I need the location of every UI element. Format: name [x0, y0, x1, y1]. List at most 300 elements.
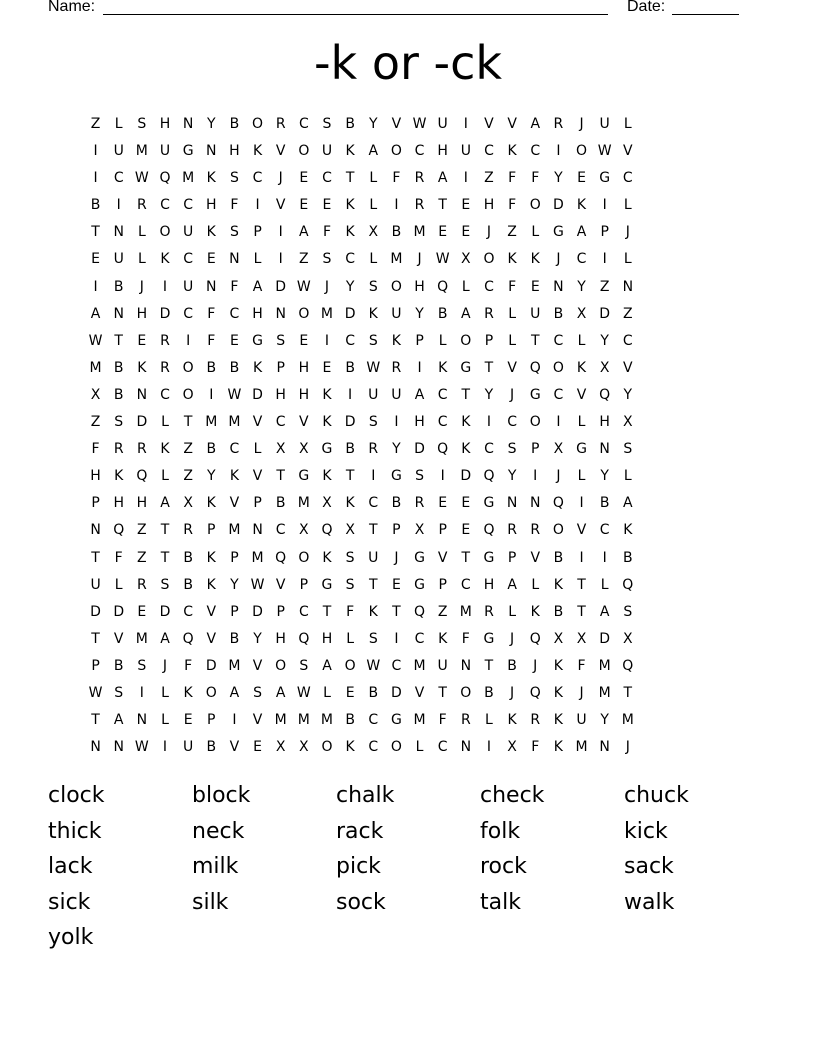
- grid-letter: S: [345, 549, 355, 566]
- grid-letter: G: [321, 576, 333, 593]
- grid-letter: X: [275, 441, 286, 458]
- grid-row: [84, 304, 732, 331]
- grid-letter: G: [483, 549, 495, 566]
- grid-letter: P: [438, 576, 447, 593]
- grid-letter: U: [183, 739, 194, 756]
- grid-letter: Q: [437, 278, 449, 295]
- grid-letter: M: [205, 414, 218, 431]
- grid-letter: G: [599, 170, 611, 187]
- grid-letter: K: [345, 224, 355, 241]
- grid-row: [84, 277, 732, 304]
- grid-letter: P: [299, 576, 309, 593]
- grid-letter: M: [89, 359, 102, 376]
- grid-letter: C: [183, 251, 194, 268]
- grid-letter: E: [577, 170, 586, 187]
- grid-letter: P: [91, 495, 100, 512]
- grid-letter: L: [137, 224, 146, 241]
- word-list-item: check: [480, 783, 545, 808]
- grid-letter: C: [183, 197, 194, 214]
- grid-letter: V: [623, 143, 633, 160]
- grid-letter: R: [136, 197, 147, 214]
- grid-letter: W: [88, 684, 103, 701]
- grid-letter: R: [136, 441, 147, 458]
- grid-letter: P: [392, 522, 401, 539]
- grid-row: [84, 439, 732, 466]
- grid-letter: D: [599, 630, 611, 647]
- word-list-item: sack: [624, 854, 674, 880]
- grid-letter: K: [322, 414, 332, 431]
- grid-letter: T: [461, 386, 471, 403]
- grid-letter: Z: [90, 116, 101, 132]
- grid-row: [84, 412, 732, 439]
- grid-letter: E: [438, 495, 448, 512]
- grid-row: [84, 466, 732, 493]
- grid-letter: Y: [600, 468, 609, 485]
- grid-letter: E: [461, 495, 471, 512]
- grid-letter: L: [346, 630, 355, 647]
- grid-letter: C: [414, 630, 425, 647]
- word-list-item: chalk: [336, 783, 395, 808]
- grid-letter: P: [207, 712, 216, 729]
- grid-letter: Q: [529, 684, 541, 701]
- grid-letter: T: [438, 684, 447, 701]
- name-label: Name:: [48, 0, 96, 15]
- grid-letter: K: [530, 251, 540, 268]
- grid-letter: I: [394, 630, 399, 647]
- grid-letter: S: [623, 603, 633, 620]
- grid-letter: T: [322, 603, 332, 620]
- grid-letter: V: [576, 522, 587, 539]
- grid-letter: X: [368, 224, 379, 241]
- grid-letter: B: [345, 359, 355, 376]
- grid-letter: G: [483, 630, 495, 647]
- grid-letter: Y: [415, 305, 424, 322]
- grid-letter: C: [113, 170, 124, 187]
- grid-letter: A: [507, 576, 517, 593]
- grid-letter: E: [91, 251, 100, 268]
- word-list-item: chuck: [624, 783, 689, 808]
- grid-letter: K: [322, 468, 332, 485]
- grid-letter: Z: [599, 278, 610, 295]
- grid-letter: V: [275, 197, 286, 214]
- grid-letter: O: [576, 143, 588, 160]
- grid-letter: T: [91, 630, 100, 647]
- grid-letter: B: [553, 305, 564, 322]
- grid-letter: A: [252, 278, 263, 295]
- grid-row: [84, 548, 732, 575]
- grid-letter: N: [530, 495, 541, 512]
- grid-letter: I: [463, 116, 468, 132]
- grid-letter: R: [414, 197, 425, 214]
- grid-letter: S: [507, 441, 517, 458]
- grid-letter: C: [553, 386, 564, 403]
- grid-letter: Y: [368, 116, 378, 132]
- grid-letter: K: [252, 143, 263, 160]
- grid-letter: F: [114, 549, 123, 566]
- grid-letter: V: [229, 739, 240, 756]
- grid-letter: V: [530, 549, 541, 566]
- grid-letter: V: [299, 414, 309, 431]
- grid-letter: C: [553, 332, 564, 349]
- grid-letter: C: [368, 495, 379, 512]
- grid-letter: V: [484, 116, 494, 132]
- grid-letter: F: [508, 170, 517, 187]
- grid-letter: N: [599, 739, 610, 756]
- grid-letter: R: [183, 522, 193, 539]
- grid-letter: M: [459, 603, 472, 620]
- grid-letter: V: [252, 712, 263, 729]
- grid-letter: Q: [483, 468, 495, 485]
- grid-letter: T: [160, 549, 170, 566]
- grid-letter: I: [579, 549, 584, 566]
- grid-letter: L: [485, 712, 493, 729]
- grid-letter: N: [206, 143, 217, 160]
- grid-letter: C: [183, 603, 194, 620]
- grid-letter: X: [299, 522, 309, 539]
- grid-letter: D: [275, 278, 287, 295]
- grid-letter: K: [345, 739, 355, 756]
- grid-letter: E: [229, 332, 239, 349]
- grid-row: [84, 602, 732, 629]
- grid-letter: H: [483, 197, 495, 214]
- grid-letter: N: [113, 305, 124, 322]
- grid-letter: Z: [299, 251, 309, 268]
- grid-letter: C: [368, 712, 379, 729]
- grid-letter: J: [417, 251, 422, 268]
- grid-letter: M: [413, 224, 426, 241]
- grid-letter: P: [438, 522, 447, 539]
- grid-letter: F: [346, 603, 355, 620]
- grid-letter: N: [252, 522, 263, 539]
- grid-letter: P: [276, 359, 285, 376]
- grid-letter: K: [322, 549, 332, 566]
- grid-letter: Y: [253, 630, 262, 647]
- grid-letter: L: [600, 576, 609, 593]
- grid-letter: G: [576, 441, 587, 458]
- grid-letter: K: [368, 603, 378, 620]
- grid-letter: W: [88, 332, 103, 349]
- grid-letter: J: [510, 386, 515, 403]
- grid-letter: I: [162, 278, 168, 295]
- grid-letter: D: [159, 305, 171, 322]
- grid-letter: M: [135, 143, 148, 160]
- grid-letter: C: [437, 414, 448, 431]
- grid-letter: H: [90, 468, 101, 485]
- grid-letter: C: [622, 332, 633, 349]
- grid-letter: N: [506, 495, 518, 512]
- grid-letter: T: [484, 359, 494, 376]
- grid-letter: P: [600, 224, 609, 241]
- grid-letter: Y: [206, 116, 216, 132]
- grid-letter: F: [322, 224, 331, 241]
- grid-letter: M: [297, 712, 310, 729]
- grid-letter: Y: [507, 468, 517, 485]
- grid-letter: Z: [183, 468, 193, 485]
- name-blank-line[interactable]: [103, 14, 608, 15]
- grid-letter: S: [137, 116, 147, 132]
- grid-row: [84, 195, 732, 222]
- grid-letter: V: [623, 359, 633, 376]
- grid-letter: C: [252, 170, 263, 187]
- grid-letter: C: [322, 170, 332, 187]
- date-blank-line[interactable]: [672, 14, 739, 15]
- grid-letter: D: [252, 386, 263, 403]
- grid-letter: W: [366, 359, 381, 376]
- grid-letter: H: [136, 495, 148, 512]
- grid-letter: O: [529, 197, 541, 214]
- grid-letter: T: [392, 603, 401, 620]
- grid-letter: T: [345, 170, 355, 187]
- grid-letter: N: [113, 739, 124, 756]
- grid-letter: C: [345, 332, 355, 349]
- grid-letter: T: [577, 603, 586, 620]
- grid-letter: X: [553, 630, 564, 647]
- grid-letter: V: [206, 630, 217, 647]
- grid-letter: T: [368, 522, 378, 539]
- grid-letter: H: [275, 386, 286, 403]
- grid-letter: J: [162, 657, 168, 674]
- grid-letter: Q: [529, 359, 541, 376]
- grid-letter: M: [228, 414, 241, 431]
- grid-letter: I: [417, 359, 422, 376]
- grid-letter: W: [134, 739, 149, 756]
- grid-letter: B: [183, 576, 193, 593]
- grid-letter: G: [252, 332, 263, 349]
- word-list-item: rock: [480, 854, 527, 880]
- word-list-item: pick: [336, 854, 381, 880]
- grid-letter: S: [137, 657, 147, 674]
- grid-letter: I: [255, 197, 260, 214]
- grid-letter: C: [484, 278, 494, 295]
- grid-letter: B: [183, 549, 193, 566]
- grid-row: [84, 520, 732, 547]
- grid-letter: T: [438, 197, 447, 214]
- grid-letter: R: [160, 359, 170, 376]
- grid-letter: Q: [159, 170, 171, 187]
- grid-row: [84, 737, 732, 764]
- grid-letter: L: [137, 251, 146, 268]
- grid-letter: O: [552, 522, 564, 539]
- grid-letter: N: [136, 712, 148, 729]
- grid-letter: S: [415, 468, 424, 485]
- grid-letter: G: [182, 143, 194, 160]
- grid-letter: X: [553, 441, 564, 458]
- grid-letter: C: [298, 603, 309, 620]
- grid-letter: L: [508, 332, 516, 349]
- grid-letter: X: [299, 739, 309, 756]
- grid-letter: D: [552, 197, 564, 214]
- grid-letter: B: [599, 495, 610, 512]
- grid-letter: E: [183, 712, 193, 729]
- grid-letter: A: [160, 495, 170, 512]
- grid-letter: Z: [137, 522, 147, 539]
- grid-letter: L: [623, 116, 632, 132]
- grid-letter: R: [530, 712, 541, 729]
- grid-letter: T: [91, 712, 100, 729]
- grid-letter: M: [297, 495, 310, 512]
- grid-letter: M: [575, 739, 588, 756]
- grid-letter: I: [602, 197, 607, 214]
- grid-letter: N: [136, 386, 148, 403]
- grid-letter: I: [394, 197, 399, 214]
- grid-letter: R: [275, 116, 286, 132]
- grid-letter: I: [602, 251, 607, 268]
- grid-letter: R: [553, 116, 564, 132]
- grid-letter: C: [368, 739, 379, 756]
- grid-letter: O: [275, 657, 287, 674]
- grid-letter: T: [114, 332, 123, 349]
- word-list-item: talk: [480, 889, 521, 915]
- grid-letter: P: [253, 224, 262, 241]
- grid-letter: Z: [437, 603, 448, 620]
- grid-letter: P: [531, 441, 540, 458]
- grid-letter: W: [597, 143, 612, 160]
- grid-letter: Q: [437, 441, 449, 458]
- grid-letter: F: [184, 657, 193, 674]
- grid-letter: U: [368, 386, 379, 403]
- grid-letter: C: [414, 143, 425, 160]
- grid-letter: F: [207, 332, 216, 349]
- grid-letter: K: [553, 684, 563, 701]
- grid-letter: K: [438, 359, 448, 376]
- grid-letter: R: [160, 332, 170, 349]
- grid-letter: C: [507, 414, 517, 431]
- grid-letter: M: [228, 522, 241, 539]
- grid-letter: B: [553, 603, 564, 620]
- grid-letter: F: [230, 278, 239, 295]
- grid-letter: G: [298, 468, 310, 485]
- grid-letter: S: [253, 684, 262, 701]
- grid-row: [84, 249, 732, 276]
- grid-letter: H: [599, 414, 610, 431]
- grid-letter: U: [183, 278, 194, 295]
- grid-letter: X: [275, 739, 286, 756]
- grid-letter: U: [113, 143, 124, 160]
- grid-letter: N: [206, 278, 217, 295]
- grid-letter: H: [206, 197, 217, 214]
- grid-letter: N: [460, 739, 472, 756]
- grid-letter: D: [344, 305, 356, 322]
- grid-letter: N: [229, 251, 240, 268]
- grid-letter: J: [510, 684, 515, 701]
- grid-row: [84, 710, 732, 737]
- grid-letter: L: [369, 170, 378, 187]
- grid-letter: P: [253, 495, 262, 512]
- grid-letter: O: [460, 332, 472, 349]
- grid-letter: V: [275, 576, 286, 593]
- grid-letter: Z: [507, 224, 517, 241]
- grid-letter: D: [90, 603, 101, 620]
- grid-letter: N: [460, 657, 472, 674]
- grid-letter: K: [576, 359, 587, 376]
- grid-letter: V: [275, 143, 286, 160]
- grid-letter: G: [483, 495, 495, 512]
- grid-letter: B: [229, 116, 240, 132]
- grid-letter: S: [114, 414, 124, 431]
- grid-letter: S: [299, 657, 309, 674]
- grid-letter: R: [414, 170, 425, 187]
- grid-letter: I: [463, 170, 468, 187]
- grid-letter: D: [205, 657, 217, 674]
- grid-letter: B: [623, 549, 633, 566]
- word-list: [48, 778, 768, 956]
- grid-letter: O: [298, 305, 310, 322]
- grid-letter: M: [621, 712, 634, 729]
- grid-letter: L: [577, 468, 586, 485]
- grid-letter: L: [531, 224, 540, 241]
- grid-letter: C: [345, 251, 355, 268]
- grid-letter: Y: [623, 386, 633, 403]
- grid-letter: O: [159, 224, 171, 241]
- grid-letter: O: [205, 684, 217, 701]
- grid-letter: V: [507, 359, 517, 376]
- grid-letter: S: [368, 630, 378, 647]
- grid-letter: J: [579, 116, 584, 132]
- grid-letter: Q: [298, 630, 310, 647]
- grid-letter: K: [206, 549, 216, 566]
- grid-letter: B: [113, 657, 124, 674]
- grid-letter: L: [577, 332, 586, 349]
- grid-letter: C: [391, 657, 402, 674]
- grid-letter: P: [276, 603, 285, 620]
- grid-letter: O: [182, 386, 194, 403]
- grid-row: [84, 493, 732, 520]
- grid-letter: D: [344, 414, 356, 431]
- grid-letter: E: [322, 197, 332, 214]
- grid-letter: I: [440, 468, 445, 485]
- grid-letter: I: [486, 414, 492, 431]
- grid-letter: I: [533, 468, 538, 485]
- grid-letter: M: [413, 712, 426, 729]
- grid-letter: B: [229, 359, 240, 376]
- grid-letter: N: [113, 224, 124, 241]
- grid-letter: J: [579, 684, 584, 701]
- grid-letter: A: [90, 305, 101, 322]
- grid-letter: L: [369, 197, 378, 214]
- grid-letter: X: [461, 251, 471, 268]
- grid-letter: P: [230, 603, 239, 620]
- grid-letter: Q: [599, 386, 611, 403]
- grid-letter: F: [207, 305, 216, 322]
- grid-letter: S: [322, 251, 332, 268]
- grid-letter: K: [576, 197, 587, 214]
- grid-letter: H: [437, 143, 448, 160]
- grid-letter: D: [113, 603, 125, 620]
- grid-letter: H: [159, 116, 171, 132]
- grid-letter: G: [390, 468, 402, 485]
- grid-letter: L: [508, 603, 516, 620]
- word-list-item: thick: [48, 818, 102, 844]
- grid-letter: K: [553, 739, 563, 756]
- grid-row: [84, 629, 732, 656]
- grid-letter: S: [345, 576, 355, 593]
- grid-letter: C: [576, 251, 587, 268]
- grid-letter: C: [229, 441, 240, 458]
- grid-letter: L: [253, 441, 262, 458]
- grid-letter: F: [230, 197, 239, 214]
- word-list-item: sick: [48, 889, 91, 915]
- grid-letter: P: [415, 332, 424, 349]
- grid-letter: K: [438, 630, 448, 647]
- grid-letter: K: [345, 197, 355, 214]
- grid-letter: A: [368, 143, 379, 160]
- grid-letter: N: [182, 116, 194, 132]
- grid-letter: K: [553, 576, 563, 593]
- grid-letter: Y: [206, 468, 216, 485]
- grid-letter: R: [113, 441, 124, 458]
- grid-letter: Q: [136, 468, 148, 485]
- grid-letter: A: [299, 224, 309, 241]
